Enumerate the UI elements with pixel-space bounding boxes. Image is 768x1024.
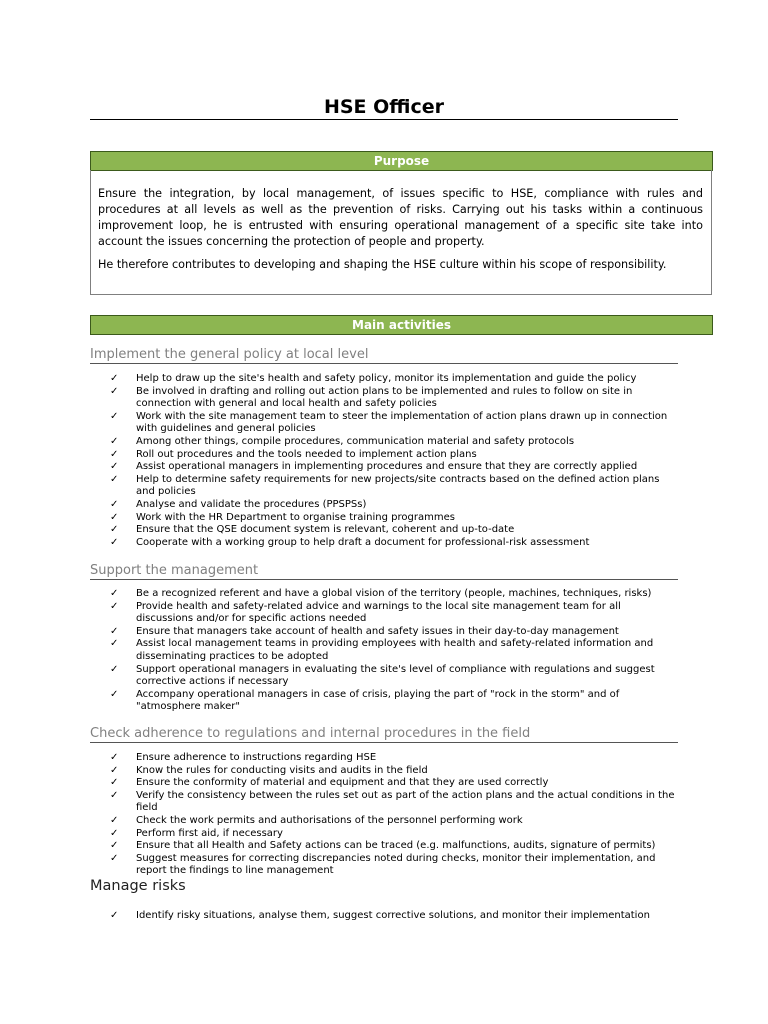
checklist-item-text: Verify the consistency between the rules set out as part of the action plans and the actual conditions in the field xyxy=(136,789,675,814)
checklist-item xyxy=(110,512,680,525)
checkmark-icon: ✓ xyxy=(110,777,119,789)
checklist-item xyxy=(110,411,680,436)
section-heading-implement-policy: Implement the general policy at local level xyxy=(90,347,678,364)
checklist-item xyxy=(110,910,680,923)
checklist-item xyxy=(110,765,680,778)
checkmark-icon: ✓ xyxy=(110,435,119,447)
checklist-item xyxy=(110,386,680,411)
checklist-item-text: Suggest measures for correcting discrepancies noted during checks, monitor their implementation, and report the findings to line management xyxy=(136,852,656,877)
checklist-item-text: Assist local management teams in providing employees with health and safety-related information and disseminating practices to be adopted xyxy=(136,638,654,662)
checkmark-icon: ✓ xyxy=(110,638,119,650)
checkmark-icon: ✓ xyxy=(110,625,119,637)
checkmark-icon: ✓ xyxy=(110,511,119,523)
checkmark-icon: ✓ xyxy=(110,600,119,612)
checkmark-icon: ✓ xyxy=(110,536,119,548)
checklist-support-management xyxy=(110,588,680,714)
checklist-item-text: Cooperate with a working group to help draft a document for professional-risk assessment xyxy=(136,536,590,548)
section-heading-support-management: Support the management xyxy=(90,563,678,580)
checklist-item xyxy=(110,840,680,853)
checklist-item xyxy=(110,790,680,815)
checklist-item-text: Analyse and validate the procedures (PPSPSs) xyxy=(136,498,367,510)
checklist-item-text: Ensure that managers take account of health and safety issues in their day-to-day management xyxy=(136,625,619,637)
checklist-item xyxy=(110,461,680,474)
checklist-item xyxy=(110,373,680,386)
checklist-item-text: Identify risky situations, analyse them, suggest corrective solutions, and monitor their implementation xyxy=(136,910,650,921)
purpose-paragraph: Ensure the integration, by local management, of issues specific to HSE, compliance with rules and procedures at all levels as well as the prevention of risks. Carrying out his tasks within a continuous improvement loop, he is entrusted with ensuring operational management of a specific site take into account the issues concerning the protection of people and property. xyxy=(98,187,703,248)
checkmark-icon: ✓ xyxy=(110,814,119,826)
checklist-item-text: Be involved in drafting and rolling out action plans to be implemented and rules to follow on site in connection with general and local health and safety policies xyxy=(136,385,633,410)
checkmark-icon: ✓ xyxy=(110,373,119,384)
checklist-item-text: Accompany operational managers in case of crisis, playing the part of "rock in the storm" and of "atmosphere maker" xyxy=(136,688,620,713)
checklist-item xyxy=(110,449,680,462)
checklist-item xyxy=(110,626,680,639)
checkmark-icon: ✓ xyxy=(110,827,119,839)
checkmark-icon: ✓ xyxy=(110,840,119,852)
checkmark-icon: ✓ xyxy=(110,789,119,801)
checklist-item xyxy=(110,853,680,878)
checkmark-icon: ✓ xyxy=(110,473,119,485)
checklist-item xyxy=(110,499,680,512)
checklist-item-text: Provide health and safety-related advice and warnings to the local site management team for all discussions and/or for specific actions needed xyxy=(136,600,621,625)
checklist-item-text: Check the work permits and authorisations of the personnel performing work xyxy=(136,814,523,826)
section-heading-check-adherence: Check adherence to regulations and internal procedures in the field xyxy=(90,726,678,743)
checklist-item-text: Ensure that the QSE document system is relevant, coherent and up-to-date xyxy=(136,524,515,536)
checklist-item-text: Roll out procedures and the tools needed to implement action plans xyxy=(136,448,477,460)
checklist-item xyxy=(110,815,680,828)
checklist-item-text: Support operational managers in evaluating the site's level of compliance with regulations and suggest corrective actions if necessary xyxy=(136,663,655,688)
checklist-item xyxy=(110,752,680,765)
title-divider xyxy=(90,119,678,120)
checklist-item xyxy=(110,601,680,626)
checklist-item-text: Help to determine safety requirements for new projects/site contracts based on the defined action plans and policies xyxy=(136,473,660,498)
checklist-item xyxy=(110,436,680,449)
checkmark-icon: ✓ xyxy=(110,498,119,510)
checkmark-icon: ✓ xyxy=(110,524,119,536)
checklist-manage-risks xyxy=(110,910,680,923)
checkmark-icon: ✓ xyxy=(110,385,119,397)
checkmark-icon: ✓ xyxy=(110,461,119,473)
main-activities-heading-band: Main activities xyxy=(90,315,713,335)
checklist-check-adherence xyxy=(110,752,680,878)
checklist-implement-policy xyxy=(110,373,680,549)
checklist-item-text: Ensure adherence to instructions regarding HSE xyxy=(136,752,377,763)
checklist-item-text: Ensure the conformity of material and equipment and that they are used correctly xyxy=(136,777,549,789)
checkmark-icon: ✓ xyxy=(110,764,119,776)
checklist-item-text: Assist operational managers in implementing procedures and ensure that they are correctly applied xyxy=(136,461,638,473)
checklist-item xyxy=(110,537,680,550)
checklist-item xyxy=(110,828,680,841)
purpose-paragraph: He therefore contributes to developing and shaping the HSE culture within his scope of responsibility. xyxy=(98,258,667,271)
checkmark-icon: ✓ xyxy=(110,663,119,675)
checklist-item-text: Be a recognized referent and have a global vision of the territory (people, machines, techniques, risks) xyxy=(136,588,652,599)
checklist-item-text: Ensure that all Health and Safety actions can be traced (e.g. malfunctions, audits, signature of permits) xyxy=(136,840,656,852)
checklist-item xyxy=(110,689,680,714)
checkmark-icon: ✓ xyxy=(110,410,119,422)
checklist-item xyxy=(110,664,680,689)
checklist-item xyxy=(110,474,680,499)
checkmark-icon: ✓ xyxy=(110,688,119,700)
section-heading-manage-risks: Manage risks xyxy=(90,878,186,894)
checkmark-icon: ✓ xyxy=(110,448,119,460)
checklist-item xyxy=(110,777,680,790)
purpose-heading-band: Purpose xyxy=(90,151,713,171)
checkmark-icon: ✓ xyxy=(110,588,119,599)
purpose-box xyxy=(90,170,712,295)
checklist-item-text: Perform first aid, if necessary xyxy=(136,827,283,839)
checkmark-icon: ✓ xyxy=(110,910,119,921)
checklist-item-text: Help to draw up the site's health and safety policy, monitor its implementation and guide the policy xyxy=(136,373,637,384)
checkmark-icon: ✓ xyxy=(110,752,119,763)
checkmark-icon: ✓ xyxy=(110,852,119,864)
checklist-item-text: Work with the site management team to steer the implementation of action plans drawn up in connection with guidelines and general policies xyxy=(136,410,668,435)
checklist-item-text: Among other things, compile procedures, communication material and safety protocols xyxy=(136,435,575,447)
checklist-item-text: Know the rules for conducting visits and audits in the field xyxy=(136,764,428,776)
checklist-item xyxy=(110,524,680,537)
checklist-item-text: Work with the HR Department to organise training programmes xyxy=(136,511,455,523)
checklist-item xyxy=(110,638,680,663)
checklist-item xyxy=(110,588,680,601)
page-title: HSE Officer xyxy=(323,96,445,118)
